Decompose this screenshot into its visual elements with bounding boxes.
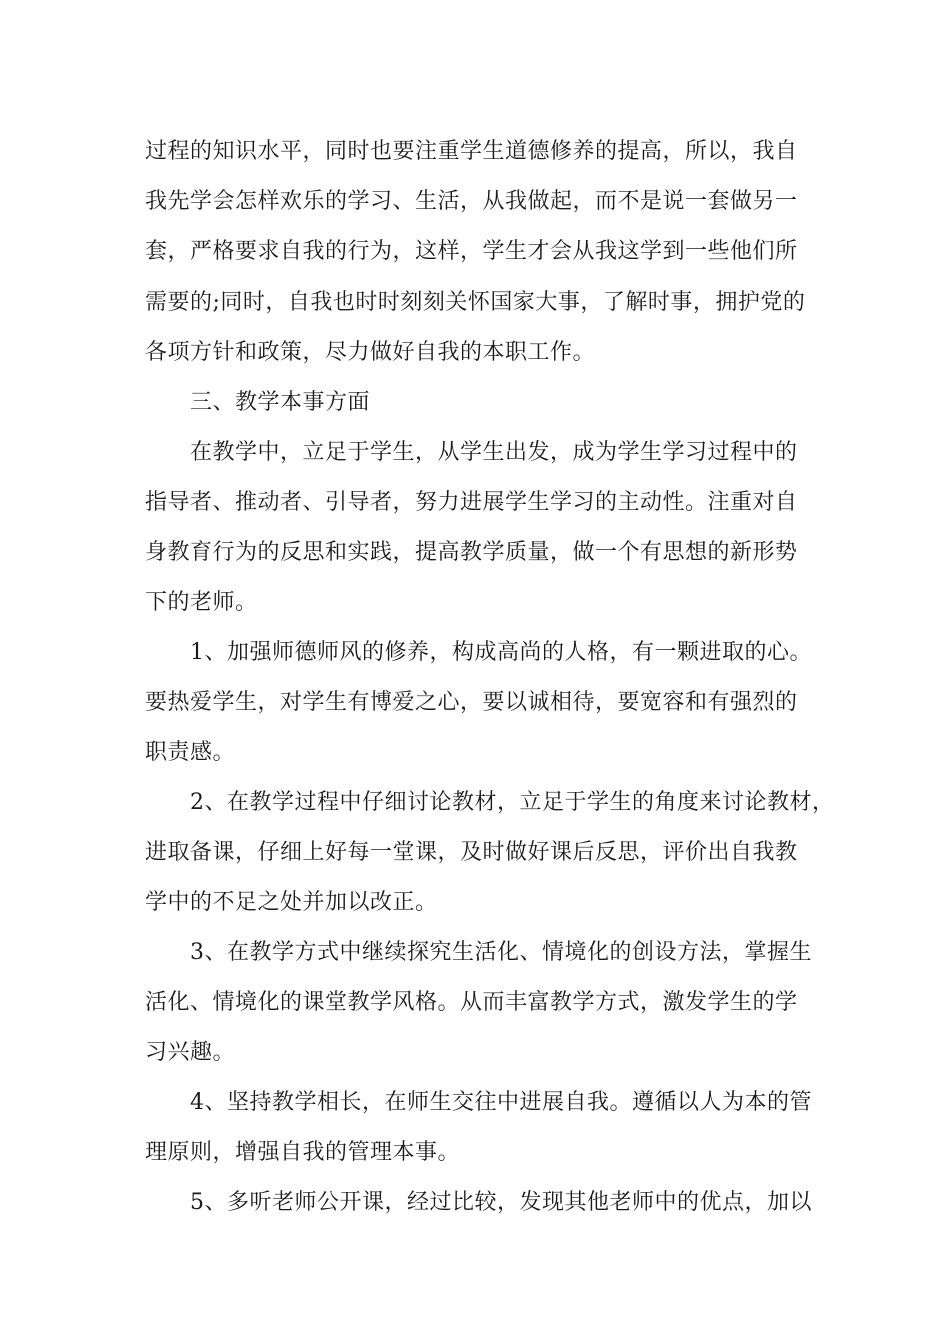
section-heading: 三、教学本事方面: [190, 390, 371, 415]
text-line: 职责感。: [145, 740, 236, 765]
text-line: 套，严格要求自我的行为，这样，学生才会从我这学到一些他们所: [145, 239, 798, 264]
text-line: 理原则，增强自我的管理本事。: [145, 1140, 461, 1165]
text-line: 身教育行为的反思和实践，提高教学质量，做一个有思想的新形势: [145, 540, 798, 565]
list-item-2: 2、在教学过程中仔细讨论教材，立足于学生的角度来讨论教材，: [190, 790, 835, 815]
text-line: 需要的;同时，自我也时时刻刻关怀国家大事，了解时事，拥护党的: [145, 290, 806, 315]
text-line: 学中的不足之处并加以改正。: [145, 890, 438, 915]
text-line: 指导者、推动者、引导者，努力进展学生学习的主动性。注重对自: [145, 490, 798, 515]
list-item-3: 3、在教学方式中继续探究生活化、情境化的创设方法，掌握生: [190, 940, 812, 965]
paragraph-first-line: 在教学中，立足于学生，从学生出发，成为学生学习过程中的: [190, 440, 798, 465]
text-line: 习兴趣。: [145, 1040, 236, 1065]
text-line: 活化、情境化的课堂教学风格。从而丰富教学方式，激发学生的学: [145, 990, 798, 1015]
text-line: 我先学会怎样欢乐的学习、生活，从我做起，而不是说一套做另一: [145, 189, 798, 214]
list-item-5: 5、多听老师公开课，经过比较，发现其他老师中的优点，加以: [190, 1190, 812, 1215]
list-item-1: 1、加强师德师风的修养，构成高尚的人格，有一颗进取的心。: [190, 640, 812, 665]
text-line: 要热爱学生，对学生有博爱之心，要以诚相待，要宽容和有强烈的: [145, 690, 798, 715]
list-item-4: 4、坚持教学相长，在师生交往中进展自我。遵循以人为本的管: [190, 1090, 812, 1115]
text-line: 过程的知识水平，同时也要注重学生道德修养的提高，所以，我自: [145, 139, 798, 164]
text-line: 各项方针和政策，尽力做好自我的本职工作。: [145, 340, 596, 365]
text-line: 下的老师。: [145, 590, 258, 615]
text-line: 进取备课，仔细上好每一堂课，及时做好课后反思，评价出自我教: [145, 840, 798, 865]
